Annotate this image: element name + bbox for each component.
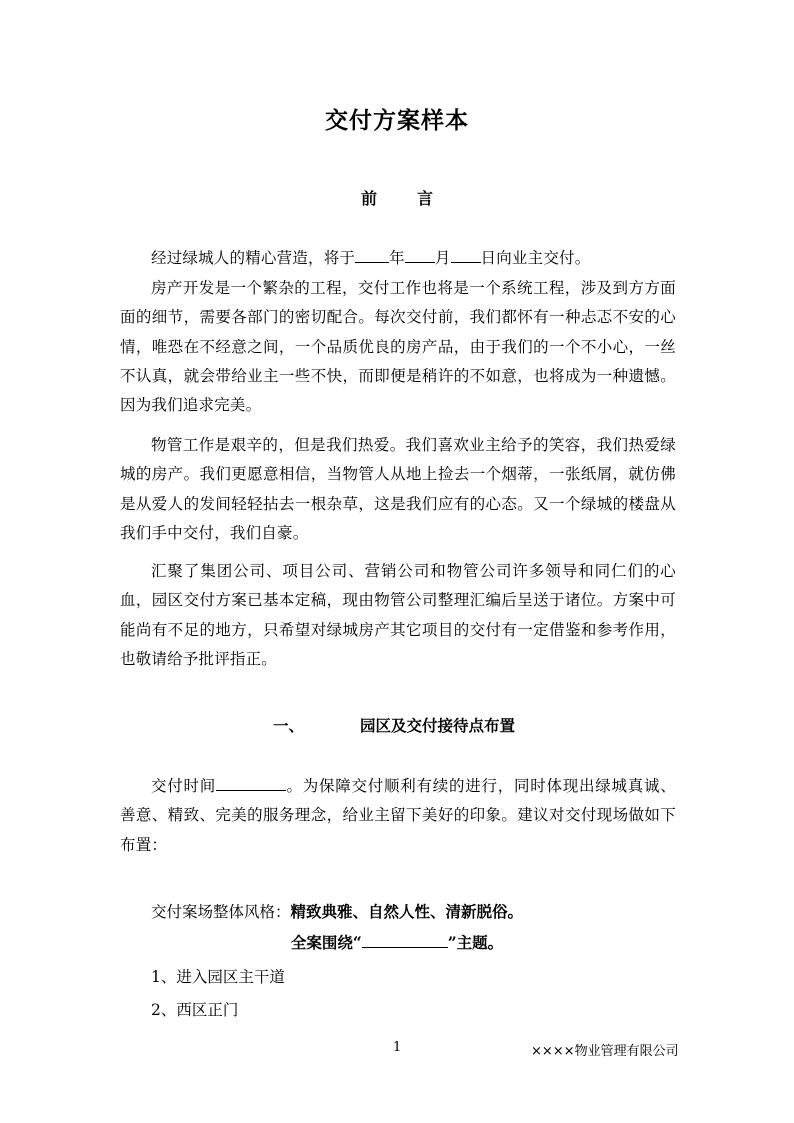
theme-text-a: 全案围绕“ [290, 933, 362, 952]
style-value: 精致典雅、自然人性、清新脱俗。 [290, 902, 524, 921]
footer-company: ××××物业管理有限公司 [531, 1044, 679, 1059]
theme-text-b: ”主题。 [447, 933, 504, 952]
year-label: 年 [389, 249, 405, 267]
blank-delivery-time [216, 776, 286, 791]
footer-page-number: 1 [393, 1040, 402, 1055]
theme-line [0, 931, 794, 953]
section-intro [120, 772, 676, 860]
preface-p1-text: 经过绿城人的精心营造，将于 [151, 249, 356, 267]
blank-theme [362, 933, 448, 948]
preface-paragraph-3: 物管工作是艰辛的，但是我们热爱。我们喜欢业主给予的笑容，我们热爱绿城的房产。我们更愿意相信，当物管人从地上捡去一个烟蒂，一张纸屑，就仿佛是从爱人的发间轻轻拈去一根杂草，这是我们应有的心态。又一个绿城的楼盘从我们手中交付，我们自豪。 [120, 436, 676, 542]
intro-text-b: 。为保障交付顺利有续的进行，同时体现出绿城真诚、善意、精致、完美的服务理念，给业主留下美好的印象。建议对交付现场做如下布置： [120, 777, 676, 854]
blank-day [451, 248, 481, 263]
preface-heading-part1: 前 [360, 189, 377, 208]
preface-paragraph-2: 房产开发是一个繁杂的工程，交付工作也将是一个系统工程，涉及到方方面面的细节，需要各部门的密切配合。每次交付前，我们都怀有一种忐忑不安的心情，唯恐在不经意之间，一个品质优良的房产品，由于我们的一个不小心，一丝不认真，就会带给业主一些不快，而即便是稍许的不如意，也将成为一种遗憾。因为我们追求完美。 [120, 279, 676, 415]
list-item: 2、西区正门 [151, 1001, 239, 1019]
preface-p1-end: 日向业主交付。 [480, 249, 591, 267]
section-number: 一、 [273, 716, 305, 735]
document-title: 交付方案样本 [325, 107, 469, 134]
intro-text-a: 交付时间 [151, 777, 216, 795]
section-heading: 园区及交付接待点布置 [360, 716, 516, 735]
month-label: 月 [434, 249, 451, 267]
style-line [151, 900, 523, 922]
preface-heading-part2: 言 [417, 189, 434, 208]
preface-paragraph-1 [120, 244, 676, 273]
preface-paragraph-4: 汇聚了集团公司、项目公司、营销公司和物管公司许多领导和同仁们的心血，园区交付方案已基本定稿，现由物管公司整理汇编后呈送于诸位。方案中可能尚有不足的地方，只希望对绿城房产其它项目的交付有一定借鉴和参考作用，也敬请给予批评指正。 [120, 562, 676, 668]
list-item: 1、进入园区主干道 [151, 968, 285, 986]
blank-month [405, 248, 435, 263]
preface-heading [0, 186, 794, 209]
blank-year [355, 248, 389, 263]
style-label: 交付案场整体风格： [151, 903, 291, 921]
